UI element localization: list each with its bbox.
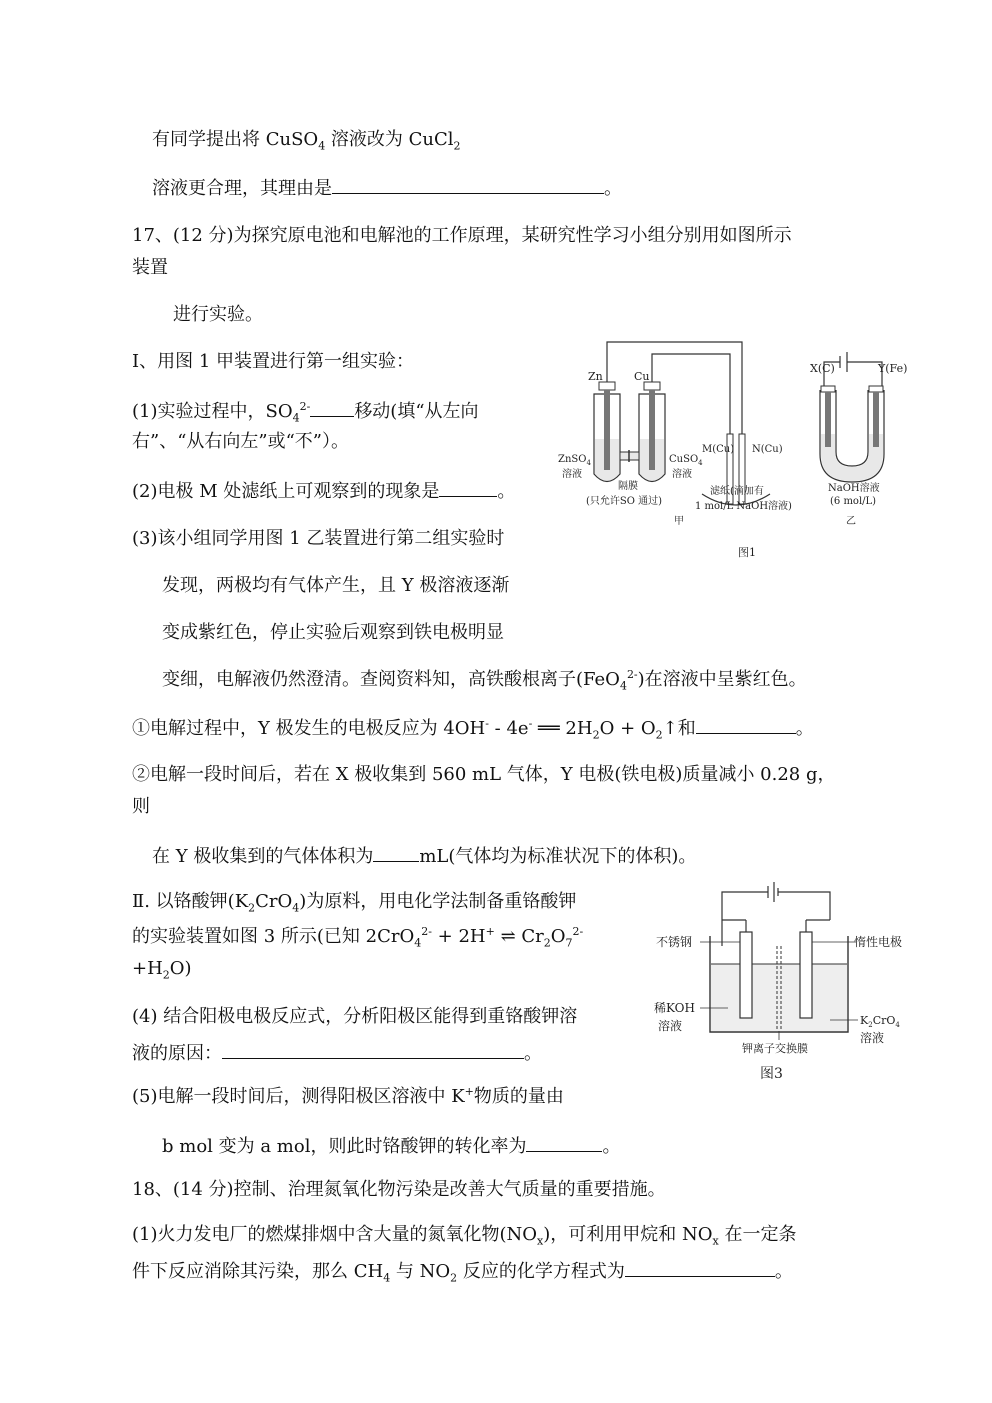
q17-sub2-line1: ②电解一段时间后，若在 X 极收集到 560 mL 气体，Y 电极(铁电极)质量减小 0.28 g， bbox=[132, 764, 836, 785]
q17-sub2-line3: 在 Y 极收集到的气体体积为 mL(气体均为标准状况下的体积)。 bbox=[152, 843, 696, 869]
answer-blank[interactable] bbox=[439, 478, 497, 497]
q17-4-line1: (4) 结合阳极电极反应式，分析阳极区能得到重铬酸钾溶 bbox=[132, 1006, 578, 1027]
part2-line3: $+H_2O$) bbox=[132, 958, 192, 982]
koh-label-2: 溶液 bbox=[658, 1019, 683, 1033]
paper-label-1: 滤纸(滴加有 bbox=[710, 486, 764, 497]
naoh-label-2: (6 mol/L) bbox=[830, 496, 877, 507]
membrane-label: 钾离子交换膜 bbox=[742, 1042, 808, 1055]
part2-line1: Ⅱ. 以铬酸钾$(K_2CrO_4)$为原料，用电化学法制备重铬酸钾 bbox=[132, 891, 577, 915]
figure-1 bbox=[552, 334, 914, 566]
koh-label-1: 稀KOH bbox=[654, 1001, 695, 1015]
paper-label-2: 1 mol/L NaOH溶液) bbox=[695, 501, 792, 512]
q17-heading-cont: 装置 bbox=[132, 257, 168, 278]
answer-blank[interactable] bbox=[625, 1258, 775, 1277]
q17-4-line2: 液的原因： 。 bbox=[132, 1040, 542, 1066]
q17-heading: 17、(12 分)为探究原电池和电解池的工作原理，某研究性学习小组分别用如图所示 bbox=[132, 225, 792, 246]
n-label: N(Cu) bbox=[752, 444, 783, 455]
answer-blank[interactable] bbox=[310, 398, 354, 417]
jia-label: 甲 bbox=[674, 516, 684, 527]
part1-title: I、用图 1 甲装置进行第一组实验： bbox=[132, 351, 415, 372]
zn-label: Zn bbox=[588, 370, 603, 383]
inert-electrode-label: 惰性电极 bbox=[854, 935, 903, 949]
q17-3-line2: 发现，两极均有气体产生，且 Y 极溶液逐渐 bbox=[162, 575, 510, 596]
yi-label: 乙 bbox=[846, 516, 856, 527]
q17-sub1: ①电解过程中，Y 极发生的电极反应为 4OH- - 4e- ══ $2H_2O$ + $O_2↑$和 。 bbox=[132, 717, 814, 742]
q17-3-line1: (3)该小组同学用图 1 乙装置进行第二组实验时 bbox=[132, 528, 505, 549]
figure-1-caption: 图1 bbox=[738, 546, 756, 559]
k2cro4-label-2: 溶液 bbox=[860, 1031, 885, 1045]
part2-line2: 的实验装置如图 3 所示(已知 2CrO$_4^{2-}$ + 2H+ ⇌ $Cr_2O_7^{2-}$ bbox=[132, 925, 584, 950]
q17-2: (2)电极 M 处滤纸上可观察到的现象是 。 bbox=[132, 478, 515, 504]
membrane-label: 隔膜 bbox=[618, 481, 638, 492]
k2cro4-label: $K_2CrO_4$ bbox=[860, 1014, 900, 1029]
q17-5-line1: (5)电解一段时间后，测得阳极区溶液中 K+物质的量由 bbox=[132, 1085, 564, 1107]
q17-1-line1: (1)实验过程中，$SO_4^{2-}$ 移动(填“从左向 bbox=[132, 400, 479, 425]
membrane-note: (只允许SO 通过) bbox=[586, 496, 663, 507]
q17-heading-cont2: 进行实验。 bbox=[173, 304, 263, 325]
q17-sub2-line2: 则 bbox=[132, 796, 150, 817]
cuso4-label: CuSO$_4$ bbox=[669, 454, 703, 467]
steel-label: 不锈钢 bbox=[656, 935, 693, 949]
q17-3-line4: 变细，电解液仍然澄清。查阅资料知，高铁酸根离子(FeO$_4^{2-}$)在溶液中呈紫红色。 bbox=[162, 668, 807, 693]
q18-1-line2: 件下反应消除其污染，那么 $CH_4$ 与 $NO_2$ 反应的化学方程式为 。 bbox=[132, 1258, 793, 1284]
y-label: Y(Fe) bbox=[878, 362, 908, 375]
q18-heading: 18、(14 分)控制、治理氮氧化物污染是改善大气质量的重要措施。 bbox=[132, 1179, 666, 1200]
naoh-label-1: NaOH溶液 bbox=[828, 483, 880, 494]
answer-blank[interactable] bbox=[526, 1133, 602, 1152]
cu-label: Cu bbox=[634, 370, 650, 383]
answer-blank[interactable] bbox=[332, 175, 604, 194]
m-label: M(Cu) bbox=[702, 444, 735, 455]
znso4-label: ZnSO$_4$ bbox=[558, 454, 591, 467]
q17-5-line2: b mol 变为 a mol，则此时铬酸钾的转化率为 。 bbox=[162, 1133, 620, 1159]
znso4-label-2: 溶液 bbox=[562, 469, 582, 480]
q17-3-line3: 变成紫红色，停止实验后观察到铁电极明显 bbox=[162, 622, 504, 643]
answer-blank[interactable] bbox=[222, 1040, 524, 1059]
q18-1-line1: (1)火力发电厂的燃煤排烟中含大量的氮氧化物$(NO_x)$，可利用甲烷和 $NO_x$ 在一定条 bbox=[132, 1224, 797, 1248]
answer-blank[interactable] bbox=[696, 715, 796, 734]
q16-line-1: 有同学提出将 CuSO$_4$ 溶液改为 CuCl$_2$ bbox=[152, 129, 461, 153]
figure-3 bbox=[648, 880, 914, 1086]
q16-line-2: 溶液更合理，其理由是 。 bbox=[152, 175, 622, 201]
q17-1-line2: 右”、“从右向左”或“不”）。 bbox=[132, 431, 350, 452]
answer-blank[interactable] bbox=[373, 843, 419, 862]
x-label: X(C) bbox=[810, 362, 835, 375]
cuso4-label-2: 溶液 bbox=[672, 469, 692, 480]
figure-3-caption: 图3 bbox=[760, 1066, 783, 1082]
